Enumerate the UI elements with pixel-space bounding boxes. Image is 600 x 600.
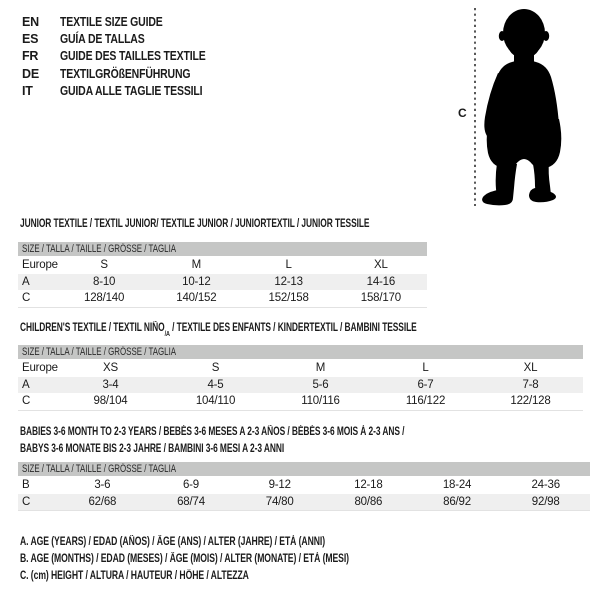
baby-silhouette [482,9,561,205]
row-label: C [22,495,31,508]
language-code: FR [22,49,39,64]
size-cell: S [211,362,220,375]
size-cell: 110/116 [301,395,340,408]
size-cell: 3-4 [102,378,119,391]
babies-table-title [20,424,404,458]
language-row-de [22,65,233,82]
babies-title-line1: BABIES 3-6 MONTH TO 2-3 YEARS / BEBÉS 3-6 MESES A 2-3 AÑOS / BÉBÉS 3-6 MOIS À 2-3 ANS / [20,426,405,438]
size-cell: 74/80 [265,495,294,508]
size-cell: 116/122 [405,395,446,408]
size-cell: 8-10 [93,275,116,288]
size-cell: M [191,259,202,272]
row-label: Europe [22,362,58,375]
size-header-bar [18,242,427,256]
size-cell: 12-13 [274,275,303,288]
size-cell: 152/158 [268,292,309,305]
size-header-bar [18,462,590,476]
children-table-title [20,320,417,340]
language-code: DE [22,66,39,81]
junior-table [18,242,427,308]
size-cell: 6-9 [182,479,200,492]
size-cell: 104/110 [195,395,236,408]
row-label: C [22,292,31,305]
children-title-subscript: /A [164,329,170,339]
size-cell: 10-12 [182,275,211,288]
language-row-fr [22,48,233,65]
children-title-text: CHILDREN'S TEXTILE / TEXTIL NIÑO [20,322,165,334]
row-label: A [22,378,30,391]
language-label: GUÍA DE TALLAS [60,32,145,47]
size-header-label: SIZE / TALLA / TAILLE / GRÖSSE / TAGLIA [22,463,177,475]
height-measure-label: C [458,106,467,120]
size-cell: 122/128 [510,395,551,408]
size-header-label: SIZE / TALLA / TAILLE / GRÖSSE / TAGLIA [22,243,177,255]
size-cell: 14-16 [366,275,396,288]
babies-title-line2: BABYS 3-6 MONATE BIS 2-3 JAHRE / BAMBINI 3-6 MESI A 2-3 ANNI [20,443,285,455]
table-row-a [18,274,427,291]
language-row-it [22,83,233,100]
size-cell: 92/98 [531,495,560,508]
size-cell: 68/74 [177,495,205,508]
language-code: EN [22,14,39,29]
table-row-c [18,290,427,307]
size-cell: L [422,362,429,375]
size-cell: 5-6 [312,378,329,391]
baby-height-figure [452,5,574,208]
table-row-europe [18,257,427,274]
size-cell: 6-7 [417,378,434,391]
table-row-europe [18,360,583,377]
size-cell: 4-5 [207,378,224,391]
size-cell: 24-36 [531,479,560,492]
language-code: ES [22,32,39,47]
size-cell: 158/170 [360,292,401,305]
table-row-c [18,494,590,511]
size-cell: 80/86 [354,495,383,508]
children-title-text: / TEXTILE DES ENFANTS / KINDERTEXTIL / BAMBINI TESSILE [169,322,417,334]
footnote-b: B. AGE (MONTHS) / EDAD (MESES) / ÂGE (MOIS) / ALTER (MONATE) / ETÀ (MESI) [20,553,349,566]
size-header-label: SIZE / TALLA / TAILLE / GRÖSSE / TAGLIA [22,346,177,358]
row-label: B [22,479,30,492]
size-header-bar [18,345,583,359]
size-cell: XS [103,362,118,375]
size-cell: 12-18 [354,479,383,492]
size-cell: L [285,259,292,272]
language-row-en [22,13,233,30]
language-label: TEXTILGRÖßENFÜHRUNG [60,66,191,81]
measure-footnotes [20,536,459,588]
language-label: GUIDE DES TAILLES TEXTILE [60,49,206,64]
footnote-c: C. (cm) HEIGHT / ALTURA / HAUTEUR / HÖHE / ALTEZZA [20,570,249,583]
table-row-a [18,377,583,394]
children-table [18,345,583,411]
size-cell: S [100,259,108,272]
table-row-c [18,393,583,410]
size-cell: 86/92 [443,495,471,508]
size-cell: 98/104 [93,395,128,408]
language-list [22,13,233,100]
size-cell: 140/152 [176,292,217,305]
footnote-a: A. AGE (YEARS) / EDAD (AÑOS) / ÂGE (ANS) / ALTER (JAHRE) / ETÀ (ANNI) [20,536,326,548]
size-cell: M [315,362,326,375]
row-label: Europe [22,259,58,272]
language-code: IT [22,84,33,99]
row-label: A [22,275,30,288]
size-cell: 9-12 [268,479,291,492]
size-cell: 7-8 [522,378,539,391]
size-cell: 128/140 [84,292,125,305]
row-label: C [22,395,31,408]
size-cell: 62/68 [88,495,117,508]
size-cell: XL [523,362,538,375]
language-label: TEXTILE SIZE GUIDE [60,14,163,29]
language-row-es [22,30,233,47]
language-label: GUIDA ALLE TAGLIE TESSILI [60,84,203,99]
table-row-b [18,477,590,494]
junior-table-title: JUNIOR TEXTILE / TEXTIL JUNIOR/ TEXTILE JUNIOR / JUNIORTEXTIL / JUNIOR TESSILE [20,218,370,230]
size-cell: 3-6 [94,479,111,492]
size-cell: XL [374,259,388,272]
babies-table [18,462,590,511]
size-cell: 18-24 [442,479,472,492]
baby-silhouette-svg [468,5,572,208]
